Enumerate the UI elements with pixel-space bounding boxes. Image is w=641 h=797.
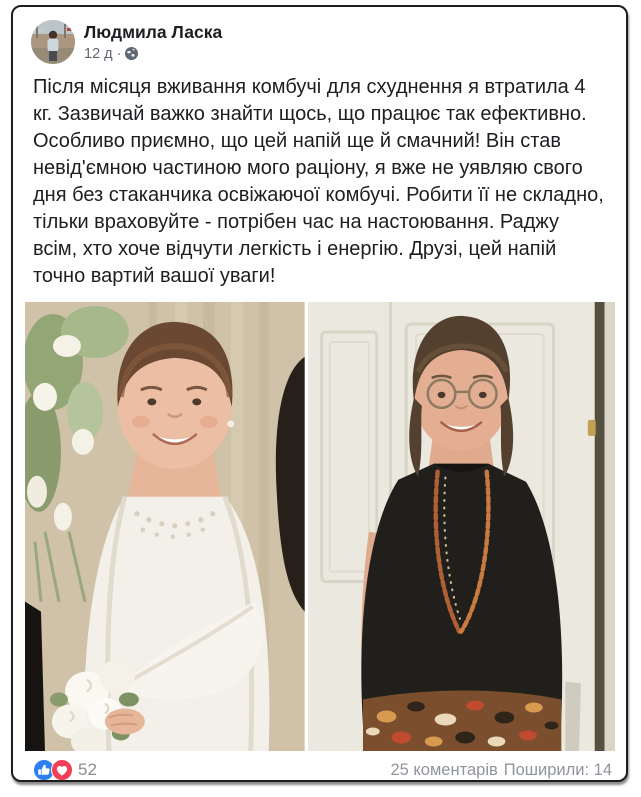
author-name[interactable]: Людмила Ласка xyxy=(84,22,223,43)
before-photo-illustration xyxy=(25,302,305,751)
post-header xyxy=(13,7,626,70)
facebook-post-card xyxy=(11,5,628,782)
post-footer xyxy=(13,751,626,782)
post-body-text: Після місяця вживання комбучі для схуднення я втратила 4 кг. Зазвичай важко знайти щось, що працює так ефективно. Особливо приємно, що цей напій ще й смачний! Він став невід'ємною частиною мого раціону, я вже не уявляю свого дня без стаканчика освіжаючої комбучі. Робити її не складно, тільки враховуйте - потрібен час на настоювання. Раджу всім, хто хоче відчути легкість і енергію. Друзі, цей напій точно вартий вашої уваги! xyxy=(33,76,604,287)
globe-icon xyxy=(125,47,138,60)
meta-separator: · xyxy=(116,45,122,62)
after-photo-illustration xyxy=(308,302,615,751)
shares-count[interactable]: Поширили: 14 xyxy=(503,760,612,779)
reactions-summary[interactable] xyxy=(33,759,97,781)
photo-after[interactable] xyxy=(308,302,615,751)
avatar-photo xyxy=(31,20,75,64)
timestamp[interactable]: 12 д xyxy=(84,45,113,62)
header-text xyxy=(84,22,222,62)
reactions-count[interactable]: 52 xyxy=(78,760,97,780)
avatar[interactable] xyxy=(31,20,75,64)
comments-count[interactable]: 25 коментарів xyxy=(390,760,498,779)
engagement-summary xyxy=(390,761,612,780)
photo-collage xyxy=(25,302,615,751)
photo-before[interactable] xyxy=(25,302,305,751)
love-icon[interactable] xyxy=(51,759,73,781)
post-meta xyxy=(84,46,222,62)
